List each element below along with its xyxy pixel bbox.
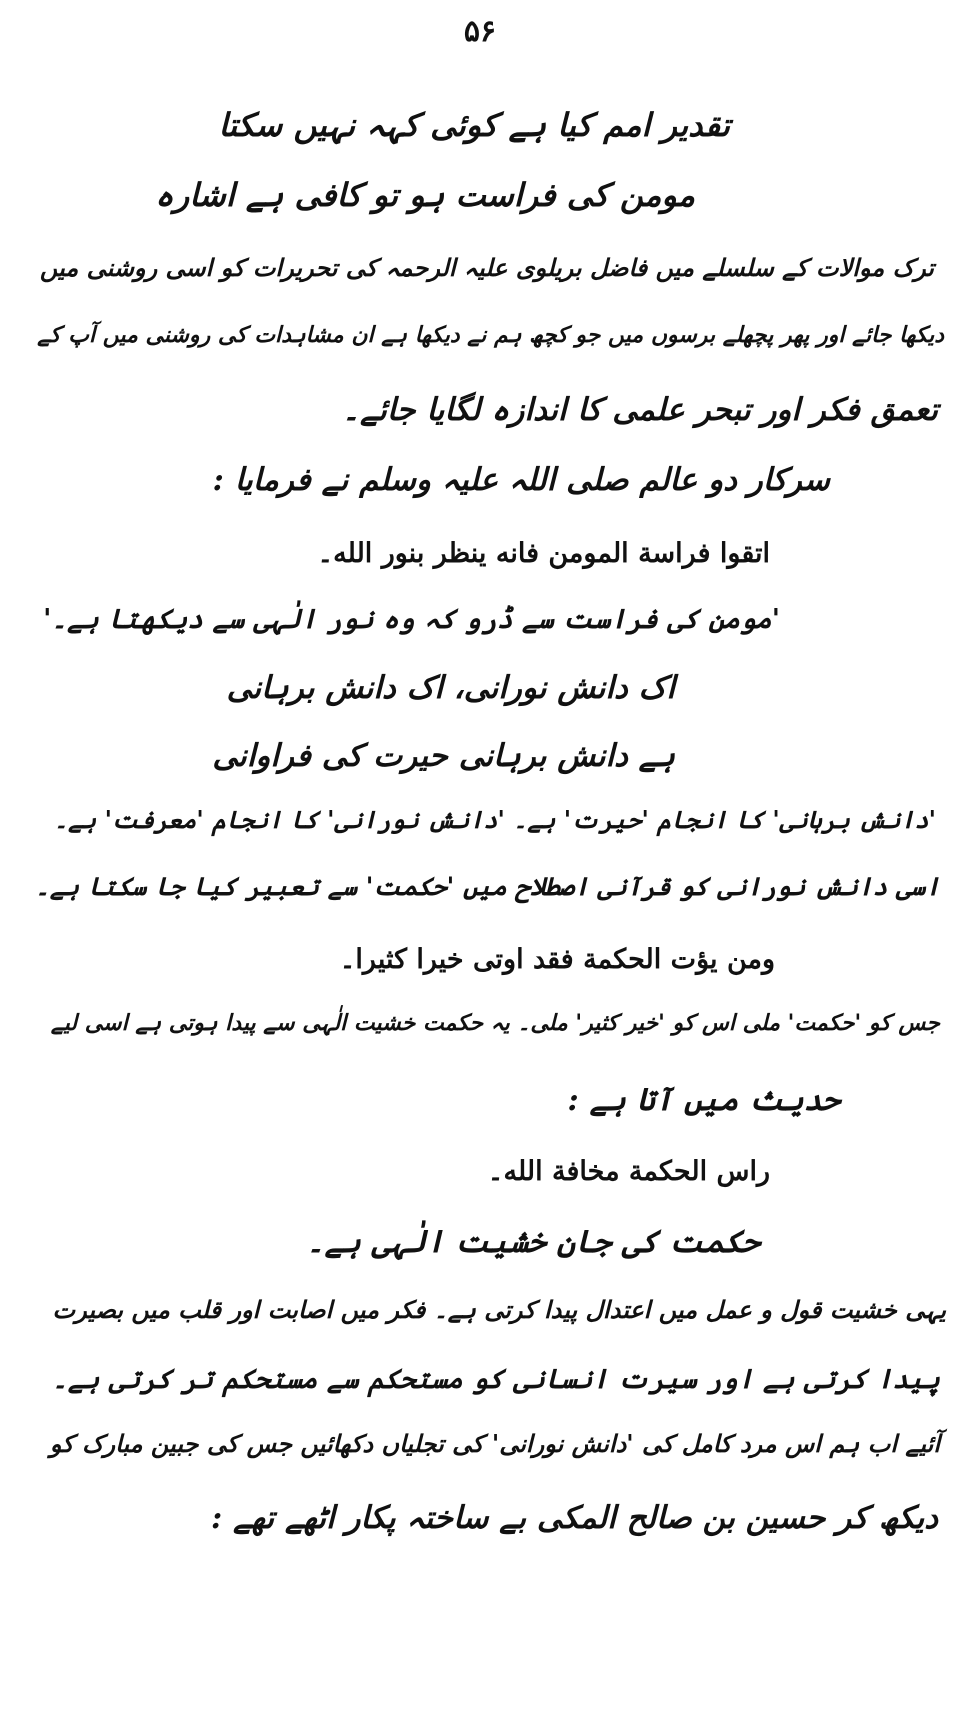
verse-line: اک دانش نورانی، اک دانش برہانی <box>226 670 675 706</box>
paragraph-line: جس کو 'حکمت' ملی اس کو 'خیر کثیر' ملی۔ یہ حکمت خشیت الٰہی سے پیدا ہوتی ہے اسی لیے <box>50 1010 940 1036</box>
paragraph-line: دیکھ کر حسین بن صالح المکی بے ساختہ پکار اٹھے تھے : <box>210 1500 938 1536</box>
paragraph-line: دیکھا جائے اور پھر پچھلے برسوں میں جو کچھ ہم نے دیکھا ہے ان مشاہدات کی روشنی میں آپ کے <box>37 322 944 348</box>
paragraph-line: آئیے اب ہم اس مرد کامل کی 'دانش نورانی' کی تجلیاں دکھائیں جس کی جبین مبارک کو <box>49 1429 940 1458</box>
paragraph-line: تعمق فکر اور تبحر علمی کا اندازہ لگایا جائے۔ <box>341 392 938 428</box>
verse-line-2: مومن کی فراست ہو تو کافی ہے اشارہ <box>155 176 695 214</box>
paragraph-line: اسی دانش نورانی کو قرآنی اصطلاح میں 'حکمت' سے تعبیر کیا جا سکتا ہے۔ <box>35 872 940 901</box>
translation-line: حکمت کی جان خشیت الٰہی ہے۔ <box>306 1224 760 1260</box>
verse-line: ہے دانش برہانی حیرت کی فراوانی <box>212 738 675 774</box>
paragraph-line: یہی خشیت قول و عمل میں اعتدال پیدا کرتی ہے۔ فکر میں اصابت اور قلب میں بصیرت <box>52 1295 946 1324</box>
translation-line: 'مومن کی فراست سے ڈرو کہ وہ نور الٰہی سے دیکھتا ہے۔' <box>43 604 780 635</box>
page-number: ۵۶ <box>463 14 497 49</box>
paragraph-line: 'دانش برہانی' کا انجام 'حیرت' ہے۔ 'دانش نورانی' کا انجام 'معرفت' ہے۔ <box>54 805 936 834</box>
paragraph-line: سرکار دو عالم صلی اللہ علیہ وسلم نے فرمایا : <box>212 462 830 498</box>
quran-quote: ومن يؤت الحكمة فقد اوتى خيرا كثيرا۔ <box>339 944 775 975</box>
paragraph-line: پیدا کرتی ہے اور سیرت انسانی کو مستحکم سے مستحکم تر کرتی ہے۔ <box>52 1364 940 1395</box>
arabic-quote: اتقوا فراسة المومن فانه ينظر بنور الله۔ <box>317 538 770 569</box>
verse-line-1: تقدیر امم کیا ہے کوئی کہہ نہیں سکتا <box>218 106 730 144</box>
paragraph-line: حدیث میں آتا ہے : <box>567 1082 840 1118</box>
hadith-quote: راس الحكمة مخافة الله۔ <box>487 1156 770 1187</box>
paragraph-line: ترک موالات کے سلسلے میں فاضل بریلوی علیہ الرحمہ کی تحریرات کو اسی روشنی میں <box>39 253 934 282</box>
